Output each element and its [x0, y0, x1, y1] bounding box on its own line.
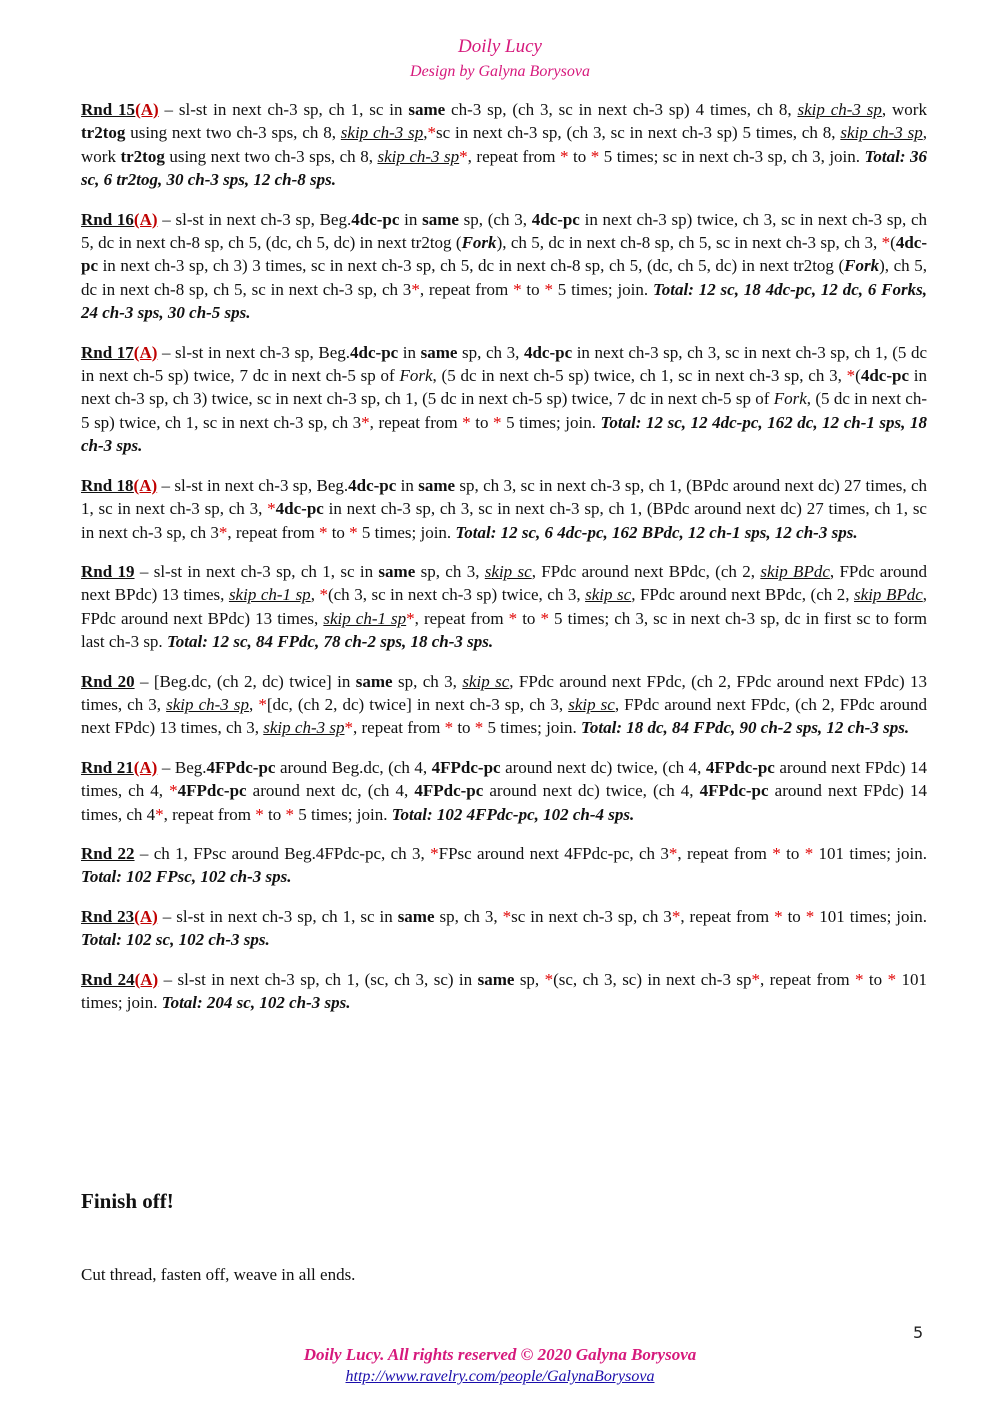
round-20 — [81, 670, 927, 740]
instruction-text: , repeat from — [759, 969, 856, 989]
instruction-text: , — [423, 123, 428, 143]
skip-term: skip ch-3 sp — [840, 123, 923, 143]
repeat-star: * — [508, 608, 518, 628]
skip-term: skip sc — [568, 694, 615, 714]
repeat-star: * — [361, 412, 370, 432]
repeat-star: * — [774, 906, 783, 926]
round-total: Total: 12 sc, 6 4dc-pc, 162 BPdc, 12 ch-1 sps, 12 ch-3 sps. — [455, 522, 858, 542]
instruction-text: to — [863, 969, 888, 989]
repeat-star: * — [258, 694, 267, 714]
skip-term: skip sc — [462, 671, 510, 691]
yarn-a-marker: (A) — [133, 475, 158, 495]
round-15 — [81, 98, 927, 192]
repeat-star: * — [540, 608, 549, 628]
instruction-text: 101 times; join. — [81, 969, 927, 1012]
instruction-text: to — [517, 608, 541, 628]
repeat-star: * — [318, 522, 328, 542]
instruction-text: , repeat from — [227, 522, 319, 542]
instruction-text: ch-3 sp, (ch 3, sc in next ch-3 sp) 4 times, ch 8, — [445, 100, 798, 119]
pattern-instructions — [81, 98, 927, 1030]
instruction-text: in next ch-3 sp, ch 3, sc in next ch-3 sp, ch 1, (BPdc around next dc) 27 times, ch 1, sc in next ch-3 sp, ch 3 — [81, 499, 927, 542]
bold-term: same — [378, 561, 416, 581]
instruction-text: to — [780, 843, 805, 863]
repeat-star: * — [668, 843, 678, 863]
round-label: Rnd 17 — [81, 342, 134, 362]
instruction-text: [dc, (ch 2, dc) twice] in next ch-3 sp, ch 3, — [266, 694, 569, 714]
instruction-text: – ch 1, FPsc around Beg.4FPdc-pc, ch 3, — [134, 843, 431, 863]
round-18 — [81, 474, 927, 544]
repeat-star: * — [427, 123, 436, 143]
round-21 — [81, 756, 927, 826]
bold-term: 4dc-pc — [351, 209, 400, 229]
skip-term: skip sc — [585, 585, 632, 605]
round-total: Total: 102 sc, 102 ch-3 sps. — [81, 930, 270, 950]
finish-heading: Finish off! — [81, 1189, 174, 1213]
repeat-star: * — [805, 906, 815, 926]
instruction-text: in — [399, 209, 423, 229]
repeat-star: * — [474, 718, 484, 738]
instruction-text: around Beg.dc, (ch 4, — [275, 757, 432, 777]
instruction-text: sp, ch 3, sc in next ch-3 sp, ch 1, (BPdc around next dc) 27 times, ch 1, sc in next ch-3 sp, ch 3, — [81, 475, 927, 519]
instruction-text: ), ch 5, dc in next ch-8 sp, ch 5, sc in next ch-3 sp, ch 3, — [496, 233, 882, 253]
round-label: Rnd 19 — [81, 561, 135, 581]
bold-term: 4dc-pc — [275, 499, 324, 519]
instruction-text: using next two ch-3 sps, ch 8, — [164, 146, 378, 166]
instruction-text: , repeat from — [163, 804, 256, 824]
skip-term: skip ch-3 sp — [377, 146, 460, 166]
repeat-star: * — [169, 781, 178, 801]
instruction-text: to — [470, 412, 494, 432]
bold-term: 4FPdc-pc — [699, 781, 769, 801]
instruction-text: – sl-st in next ch-3 sp, ch 1, sc in — [158, 100, 409, 119]
instruction-text: – sl-st in next ch-3 sp, ch 1, sc in — [157, 906, 398, 926]
instruction-text: 5 times; join. — [552, 279, 653, 299]
instruction-text: to — [453, 718, 475, 738]
repeat-star: * — [855, 969, 864, 989]
instruction-text: using next two ch-3 sps, ch 8, — [125, 123, 341, 143]
fork-term: Fork — [461, 233, 497, 253]
italic-term: Fork — [773, 389, 807, 409]
bold-term: 4FPdc-pc — [177, 781, 247, 801]
skip-term: skip BPdc — [854, 585, 923, 605]
yarn-a-marker: (A) — [133, 342, 158, 362]
round-label: Rnd 18 — [81, 475, 134, 495]
bold-term: 4dc-pc — [531, 209, 580, 229]
repeat-star: * — [493, 412, 502, 432]
instruction-text: around next dc) twice, (ch 4, — [500, 757, 706, 777]
italic-term: Fork — [399, 366, 433, 386]
round-label: Rnd 23 — [81, 906, 135, 926]
bold-term: same — [355, 671, 393, 691]
instruction-text: (ch 3, sc in next ch-3 sp) twice, ch 3, — [327, 585, 586, 605]
repeat-star: * — [459, 146, 468, 166]
instruction-text: , repeat from — [419, 279, 514, 299]
repeat-star: * — [513, 279, 522, 299]
instruction-text: around next dc) twice, (ch 4, — [483, 781, 700, 801]
instruction-text: – [Beg.dc, (ch 2, dc) twice] in — [134, 671, 356, 691]
repeat-star: * — [804, 843, 814, 863]
instruction-text: – sl-st in next ch-3 sp, Beg. — [157, 342, 351, 362]
instruction-text: FPsc around next 4FPdc-pc, ch 3 — [438, 843, 669, 863]
repeat-star: * — [319, 585, 328, 605]
instruction-text: , repeat from — [677, 843, 773, 863]
instruction-text: , FPdc around next FPdc, (ch 2, FPdc around next FPdc) 13 times, ch 3, — [81, 671, 928, 714]
instruction-text: , repeat from — [369, 412, 463, 432]
instruction-text: sp, ch 3, — [392, 671, 463, 691]
yarn-a-marker: (A) — [135, 100, 159, 119]
repeat-star: * — [430, 843, 439, 863]
instruction-text: in next ch-3 sp, ch 3) twice, sc in next ch-3 sp, ch 1, (5 dc in next ch-5 sp) twice, 7 dc in next ch-5 sp of — [81, 366, 928, 409]
bold-term: same — [477, 969, 515, 989]
instruction-text: , work — [881, 100, 927, 119]
yarn-a-marker: (A) — [133, 209, 158, 229]
yarn-a-marker: (A) — [134, 969, 159, 989]
round-total: Total: 12 sc, 12 4dc-pc, 162 dc, 12 ch-1 sps, 18 ch-3 sps. — [81, 412, 927, 456]
bold-term: 4dc-pc — [81, 233, 928, 276]
repeat-star: * — [502, 906, 512, 926]
instruction-text: 5 times; ch 3, sc in next ch-3 sp, dc in first sc to form last ch-3 sp. — [81, 608, 927, 652]
instruction-text: , — [249, 694, 259, 714]
instruction-text: 101 times; join. — [813, 843, 928, 863]
yarn-a-marker: (A) — [134, 906, 158, 926]
instruction-text: , work — [81, 123, 927, 166]
round-label: Rnd 15 — [81, 100, 136, 119]
skip-term: skip sc — [484, 561, 532, 581]
instruction-text: , repeat from — [680, 906, 775, 926]
repeat-star: * — [344, 718, 353, 738]
skip-term: skip ch-3 sp — [797, 100, 882, 119]
bold-term: 4dc-pc — [348, 475, 397, 495]
footer-copyright: Doily Lucy. All rights reserved © 2020 Galyna Borysova — [303, 1345, 697, 1364]
instruction-text: 5 times; join. — [293, 804, 392, 824]
repeat-star: * — [255, 804, 264, 824]
instruction-text: sc in next ch-3 sp, ch 3 — [511, 906, 672, 926]
closing-instruction: Cut thread, fasten off, weave in all ends. — [81, 1265, 356, 1284]
instruction-text: sp, ch 3, — [415, 561, 485, 581]
round-17 — [81, 341, 927, 458]
bold-term: same — [422, 209, 459, 229]
repeat-star: * — [267, 499, 276, 519]
skip-term: skip BPdc — [760, 561, 830, 581]
instruction-text: – sl-st in next ch-3 sp, Beg. — [157, 209, 352, 229]
bold-term: tr2tog — [120, 146, 165, 166]
repeat-star: * — [411, 279, 420, 299]
instruction-text: ), ch 5, dc in next ch-8 sp, ch 5, sc in next ch-3 sp, ch 3 — [81, 256, 927, 299]
instruction-text: in next ch-3 sp, ch 3, sc in next ch-3 sp, ch 1, (5 dc in next ch-5 sp) twice, 7 dc in next ch-5 sp of — [81, 342, 927, 386]
repeat-star: * — [846, 366, 856, 386]
document-title: Doily Lucy — [458, 36, 542, 57]
instruction-text: to — [521, 279, 545, 299]
bold-term: 4FPdc-pc — [206, 757, 276, 777]
round-total: Total: 12 sc, 84 FPdc, 78 ch-2 sps, 18 ch-3 sps. — [166, 632, 494, 652]
instruction-text: , (5 dc in next ch-5 sp) twice, ch 1, sc in next ch-3 sp, ch 3 — [81, 389, 927, 432]
bold-term: 4dc-pc — [350, 342, 399, 362]
instruction-text: , FPdc around next BPdc, (ch 2, — [631, 585, 855, 605]
round-label: Rnd 22 — [81, 843, 135, 863]
bold-term: same — [418, 475, 456, 495]
instruction-text: 5 times; join. — [483, 718, 582, 738]
instruction-text: in — [396, 475, 419, 495]
repeat-star: * — [155, 804, 164, 824]
instruction-text: 5 times; join. — [357, 522, 456, 542]
skip-term: skip ch-3 sp — [340, 123, 424, 143]
round-label: Rnd 16 — [81, 209, 134, 229]
instruction-text: in next ch-3 sp) twice, ch 3, sc in next ch-3 sp, ch 5, dc in next ch-8 sp, ch 5, (dc, ch 5, dc) in next tr2tog ( — [81, 209, 928, 253]
instruction-text: 5 times; sc in next ch-3 sp, ch 3, join. — [599, 146, 865, 166]
bold-term: 4dc-pc — [860, 366, 909, 386]
round-total: Total: 12 sc, 18 4dc-pc, 12 dc, 6 Forks, 24 ch-3 sps, 30 ch-5 sps. — [81, 279, 927, 323]
instruction-text: sp, (ch 3, — [458, 209, 532, 229]
instruction-text: – sl-st in next ch-3 sp, Beg. — [157, 475, 349, 495]
instruction-text: sp, — [514, 969, 545, 989]
instruction-text: , (5 dc in next ch-5 sp) twice, ch 1, sc in next ch-3 sp, ch 3, — [432, 366, 847, 386]
instruction-text: , repeat from — [414, 608, 509, 628]
instruction-text: in — [398, 342, 421, 362]
yarn-a-marker: (A) — [133, 757, 158, 777]
instruction-text: – sl-st in next ch-3 sp, ch 1, sc in — [134, 561, 379, 581]
repeat-star: * — [590, 146, 600, 166]
instruction-text: 5 times; join. — [501, 412, 601, 432]
repeat-star: * — [671, 906, 681, 926]
repeat-star: * — [544, 279, 553, 299]
round-total: Total: 102 FPsc, 102 ch-3 sps. — [81, 867, 292, 887]
repeat-star: * — [349, 522, 358, 542]
round-total: Total: 102 4FPdc-pc, 102 ch-4 sps. — [391, 804, 635, 824]
instruction-text: to — [568, 146, 591, 166]
instruction-text: sp, ch 3, — [457, 342, 524, 362]
document-subtitle: Design by Galyna Borysova — [410, 63, 590, 80]
round-label: Rnd 20 — [81, 671, 135, 691]
round-total: Total: 204 sc, 102 ch-3 sps. — [161, 993, 351, 1012]
round-19 — [81, 560, 927, 654]
round-22 — [81, 842, 927, 889]
instruction-text: in next ch-3 sp, ch 3) 3 times, sc in next ch-3 sp, ch 5, dc in next ch-8 sp, ch 5, (dc, ch 5, dc) in next tr2tog ( — [98, 256, 845, 276]
instruction-text: , FPdc around next BPdc) 13 times, — [81, 585, 928, 628]
instruction-text: (sc, ch 3, sc) in next ch-3 sp — [553, 969, 752, 989]
page-number: 5 — [913, 1323, 924, 1342]
bold-term: tr2tog — [81, 123, 126, 143]
bold-term: 4FPdc-pc — [431, 757, 501, 777]
round-label: Rnd 24 — [81, 969, 135, 989]
skip-term: skip ch-1 sp — [228, 585, 311, 605]
repeat-star: * — [544, 969, 554, 989]
repeat-star: * — [560, 146, 569, 166]
bold-term: 4dc-pc — [523, 342, 573, 362]
instruction-text: to — [782, 906, 806, 926]
instruction-text: , FPdc around next BPdc) 13 times, — [81, 561, 927, 605]
bold-term: 4FPdc-pc — [414, 781, 484, 801]
instruction-text: , FPdc around next BPdc, (ch 2, — [531, 561, 761, 581]
repeat-star: * — [444, 718, 454, 738]
bold-term: same — [420, 342, 458, 362]
repeat-star: * — [772, 843, 781, 863]
instruction-text: around next dc, (ch 4, — [246, 781, 415, 801]
bold-term: same — [397, 906, 435, 926]
repeat-star: * — [462, 412, 471, 432]
instruction-text: – Beg. — [157, 757, 207, 777]
instruction-text: ( — [855, 366, 861, 386]
instruction-text: to — [263, 804, 286, 824]
repeat-star: * — [406, 608, 415, 628]
round-16 — [81, 208, 927, 325]
round-label: Rnd 21 — [81, 757, 134, 777]
ravelry-link[interactable]: http://www.ravelry.com/people/GalynaBorysova — [345, 1368, 655, 1385]
instruction-text: , — [310, 585, 320, 605]
instruction-text: sp, ch 3, — [434, 906, 503, 926]
skip-term: skip ch-3 sp — [166, 694, 249, 714]
skip-term: skip ch-1 sp — [323, 608, 407, 628]
bold-term: 4FPdc-pc — [705, 757, 775, 777]
instruction-text: around next FPdc) 14 times, ch 4, — [81, 757, 928, 801]
instruction-text: sc in next ch-3 sp, (ch 3, sc in next ch-3 sp) 5 times, ch 8, — [435, 123, 841, 143]
instruction-text: – sl-st in next ch-3 sp, ch 1, (sc, ch 3, sc) in — [158, 969, 478, 989]
round-total: Total: 36 sc, 6 tr2tog, 30 ch-3 sps, 12 ch-8 sps. — [81, 146, 927, 190]
repeat-star: * — [218, 522, 228, 542]
instruction-text: , repeat from — [467, 146, 560, 166]
footer-link-wrapper — [0, 1368, 1000, 1386]
fork-term: Fork — [844, 256, 880, 276]
repeat-star: * — [751, 969, 760, 989]
repeat-star: * — [881, 233, 891, 253]
repeat-star: * — [887, 969, 897, 989]
round-24 — [81, 968, 927, 1015]
instruction-text: , FPdc around next FPdc, (ch 2, FPdc around next FPdc) 13 times, ch 3, — [81, 694, 927, 738]
round-total: Total: 18 dc, 84 FPdc, 90 ch-2 sps, 12 ch-3 sps. — [581, 718, 910, 738]
instruction-text: ( — [890, 233, 896, 253]
instruction-text: to — [327, 522, 350, 542]
instruction-text: around next FPdc) 14 times, ch 4 — [81, 781, 928, 824]
repeat-star: * — [285, 804, 294, 824]
bold-term: same — [408, 100, 446, 119]
skip-term: skip ch-3 sp — [263, 718, 345, 738]
instruction-text: 101 times; join. — [814, 906, 927, 926]
instruction-text: , repeat from — [352, 718, 445, 738]
round-23 — [81, 905, 927, 952]
